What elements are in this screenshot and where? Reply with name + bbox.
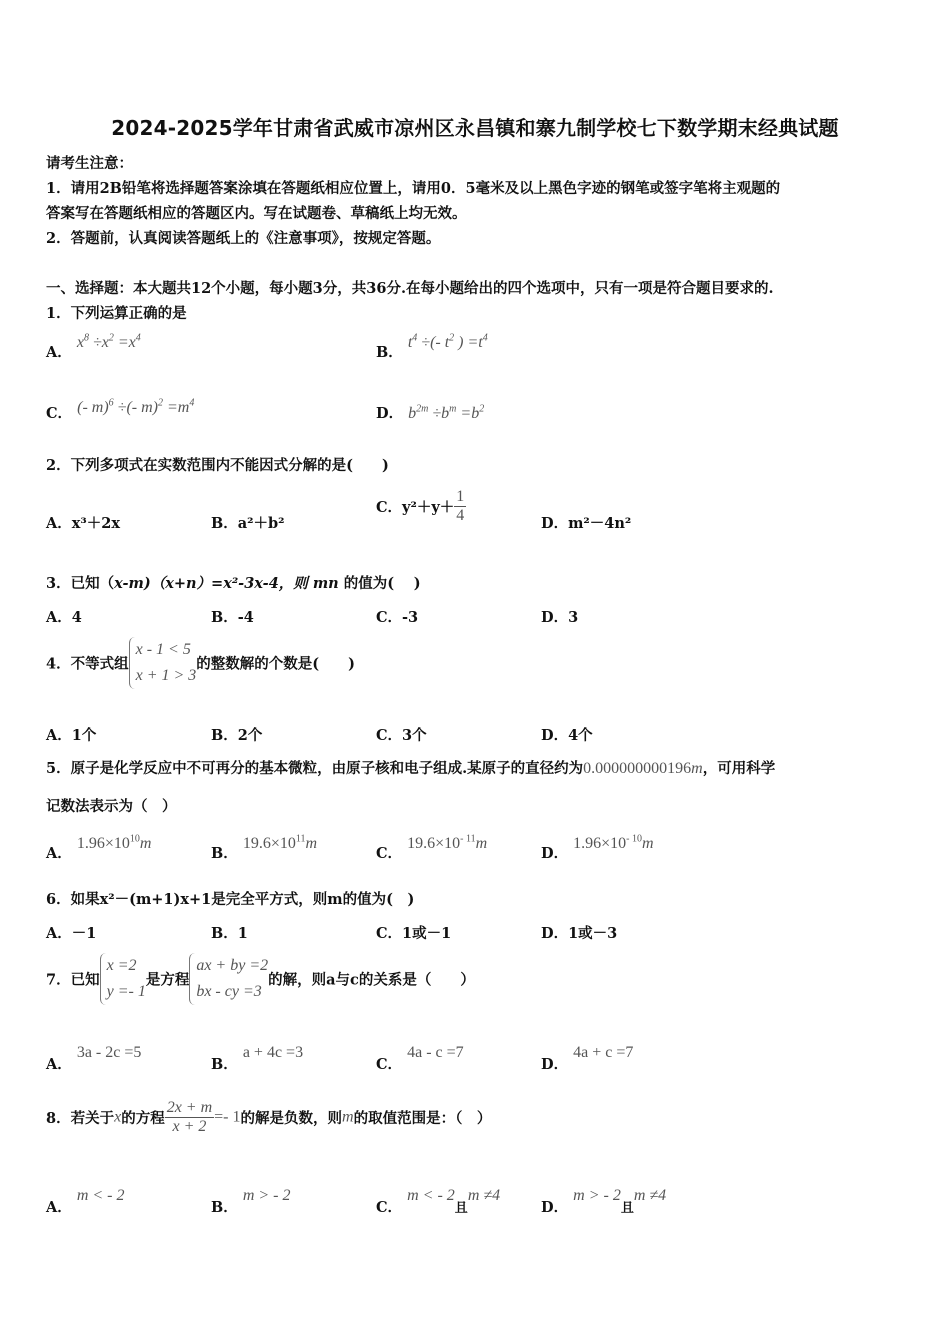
q8-stem: 8．若关于x的方程 $\frac{2x + m}{x + 2}$ =- 1的解是负数，则m的取值范围是：（ ） (46, 1099, 492, 1135)
q3-option-b[interactable]: B．-4 (211, 609, 254, 626)
q5-a-formula: $1.96\times 10^{10}m$ (76, 833, 152, 852)
q5-option-d[interactable]: D． $1.96\times 10^{- 10}m$ (541, 833, 654, 862)
q8-fraction: $\frac{2x + m}{x + 2}$ (166, 1099, 213, 1135)
section-1-heading: 一、选择题：本大题共12个小题，每小题3分，共36分.在每小题给出的四个选项中，只有一项是符合题目要求的. (46, 280, 774, 297)
q5-d-formula: $1.96\times 10^{- 10}m$ (573, 833, 654, 852)
q3-option-d[interactable]: D．3 (541, 609, 579, 626)
q1-option-d[interactable]: D． $b^{2m} \div b^m =b^2$ (376, 403, 485, 422)
q3-option-c[interactable]: C．-3 (376, 609, 419, 626)
q7-stem: 7．已知x =2 y =- 1是方程ax + by =2 bx - cy =3的解，则a与c的关系是（ ） (46, 953, 475, 1005)
q2-option-d[interactable]: D．m²－4n² (541, 515, 632, 532)
q1-option-b[interactable]: B． $t^4$ ÷(- $t^2$ ) $=t^4$ (376, 332, 488, 361)
q4-inequality-system: x - 1 < 5 x + 1 > 3 (129, 637, 197, 689)
q6-option-a[interactable]: A．－1 (46, 925, 97, 942)
q8-d-formula-2: m ≠4 (633, 1187, 667, 1204)
q4-option-c[interactable]: C．3个 (376, 727, 427, 744)
q2-c-fraction: $\frac{1}{4}$ (456, 488, 465, 524)
q8-c-formula-2: m ≠4 (467, 1187, 501, 1204)
q1-b-formula: $t^4$ ÷(- $t^2$ ) $=t^4$ (407, 332, 488, 351)
q7-solution-system: x =2 y =- 1 (100, 953, 146, 1005)
q5-c-formula: $19.6\times 10^{- 11}m$ (407, 833, 488, 852)
exam-title: 2024-2025学年甘肃省武威市凉州区永昌镇和寨九制学校七下数学期末经典试题 (111, 116, 839, 140)
q1-stem: 1．下列运算正确的是 (46, 305, 187, 322)
q2-option-c[interactable]: C．y²＋y＋ $\frac{1}{4}$ (376, 488, 465, 524)
q8-option-a[interactable]: A． m < - 2 (46, 1187, 125, 1216)
q2-option-a[interactable]: A．x³＋2x (46, 515, 120, 532)
q1-option-c[interactable]: C． (- m)$^6$ ÷(- $m)^2 =m^4$ (46, 397, 195, 422)
q7-d-formula: 4a + c =7 (573, 1044, 634, 1061)
q2-stem: 2．下列多项式在实数范围内不能因式分解的是( ) (46, 457, 389, 474)
q7-equation-system: ax + by =2 bx - cy =3 (189, 953, 268, 1005)
q7-a-formula: 3a - 2c =5 (76, 1044, 142, 1061)
q4-option-b[interactable]: B．2个 (211, 727, 263, 744)
q4-option-a[interactable]: A．1个 (46, 727, 97, 744)
q6-option-d[interactable]: D．1或－3 (541, 925, 618, 942)
q1-option-a[interactable]: A． $x^8 \div x^2 =x^4$ (46, 332, 141, 361)
q7-b-formula: a + 4c =3 (242, 1044, 304, 1061)
q4-stem: 4．不等式组x - 1 < 5 x + 1 > 3的整数解的个数是( ) (46, 637, 355, 689)
q7-option-b[interactable]: B． a + 4c =3 (211, 1044, 304, 1073)
notice-line-1a: 1．请用2B铅笔将选择题答案涂填在答题纸相应位置上，请用0．5毫米及以上黑色字迹的钢笔或签字笔将主观题的 (46, 180, 781, 197)
q7-option-c[interactable]: C． 4a - c =7 (376, 1044, 464, 1073)
q7-c-formula: 4a - c =7 (407, 1044, 464, 1061)
q1-c-formula: (- m)$^6$ ÷(- $m)^2 =m^4$ (77, 397, 195, 416)
q2-option-b[interactable]: B．a²＋b² (211, 515, 285, 532)
q1-a-formula: $x^8 \div x^2 =x^4$ (76, 332, 141, 351)
q8-d-formula-1: m > - 2 (573, 1187, 621, 1204)
q8-b-formula: m > - 2 (242, 1187, 291, 1204)
q8-c-formula-1: m < - 2 (407, 1187, 455, 1204)
q6-option-b[interactable]: B．1 (211, 925, 248, 942)
q7-option-d[interactable]: D． 4a + c =7 (541, 1044, 634, 1073)
q8-a-formula: m < - 2 (76, 1187, 125, 1204)
q5-option-c[interactable]: C． $19.6\times 10^{- 11}m$ (376, 833, 488, 862)
q8-option-d[interactable]: D． m > - 2且m ≠4 (541, 1187, 667, 1216)
q6-option-c[interactable]: C．1或－1 (376, 925, 452, 942)
q6-stem: 6．如果x²－(m+1)x+1是完全平方式，则m的值为( ) (46, 891, 415, 908)
q5-stem-line-1: 5．原子是化学反应中不可再分的基本微粒，由原子核和电子组成.某原子的直径约为0.000000000196m，可用科学 (46, 760, 776, 777)
q5-option-a[interactable]: A． $1.96\times 10^{10}m$ (46, 833, 152, 862)
notice-line-2: 2．答题前，认真阅读答题纸上的《注意事项》，按规定答题。 (46, 230, 441, 247)
q3-option-a[interactable]: A．4 (46, 609, 82, 626)
q5-b-formula: $19.6\times 10^{11}m$ (242, 833, 318, 852)
notice-heading: 请考生注意： (46, 155, 133, 172)
q4-option-d[interactable]: D．4个 (541, 727, 593, 744)
q7-option-a[interactable]: A． 3a - 2c =5 (46, 1044, 142, 1073)
q8-option-c[interactable]: C． m < - 2且m ≠4 (376, 1187, 501, 1216)
q5-stem-line-2: 记数法表示为（ ） (46, 798, 177, 815)
notice-line-1b: 答案写在答题纸相应的答题区内。写在试题卷、草稿纸上均无效。 (46, 205, 467, 222)
q5-option-b[interactable]: B． $19.6\times 10^{11}m$ (211, 833, 318, 862)
q8-option-b[interactable]: B． m > - 2 (211, 1187, 291, 1216)
q1-d-formula: $b^{2m} \div b^m =b^2$ (408, 403, 485, 422)
q3-stem: 3．已知（x-m)（x+n）=x²-3x-4，则 mn 的值为( ) (46, 575, 421, 592)
